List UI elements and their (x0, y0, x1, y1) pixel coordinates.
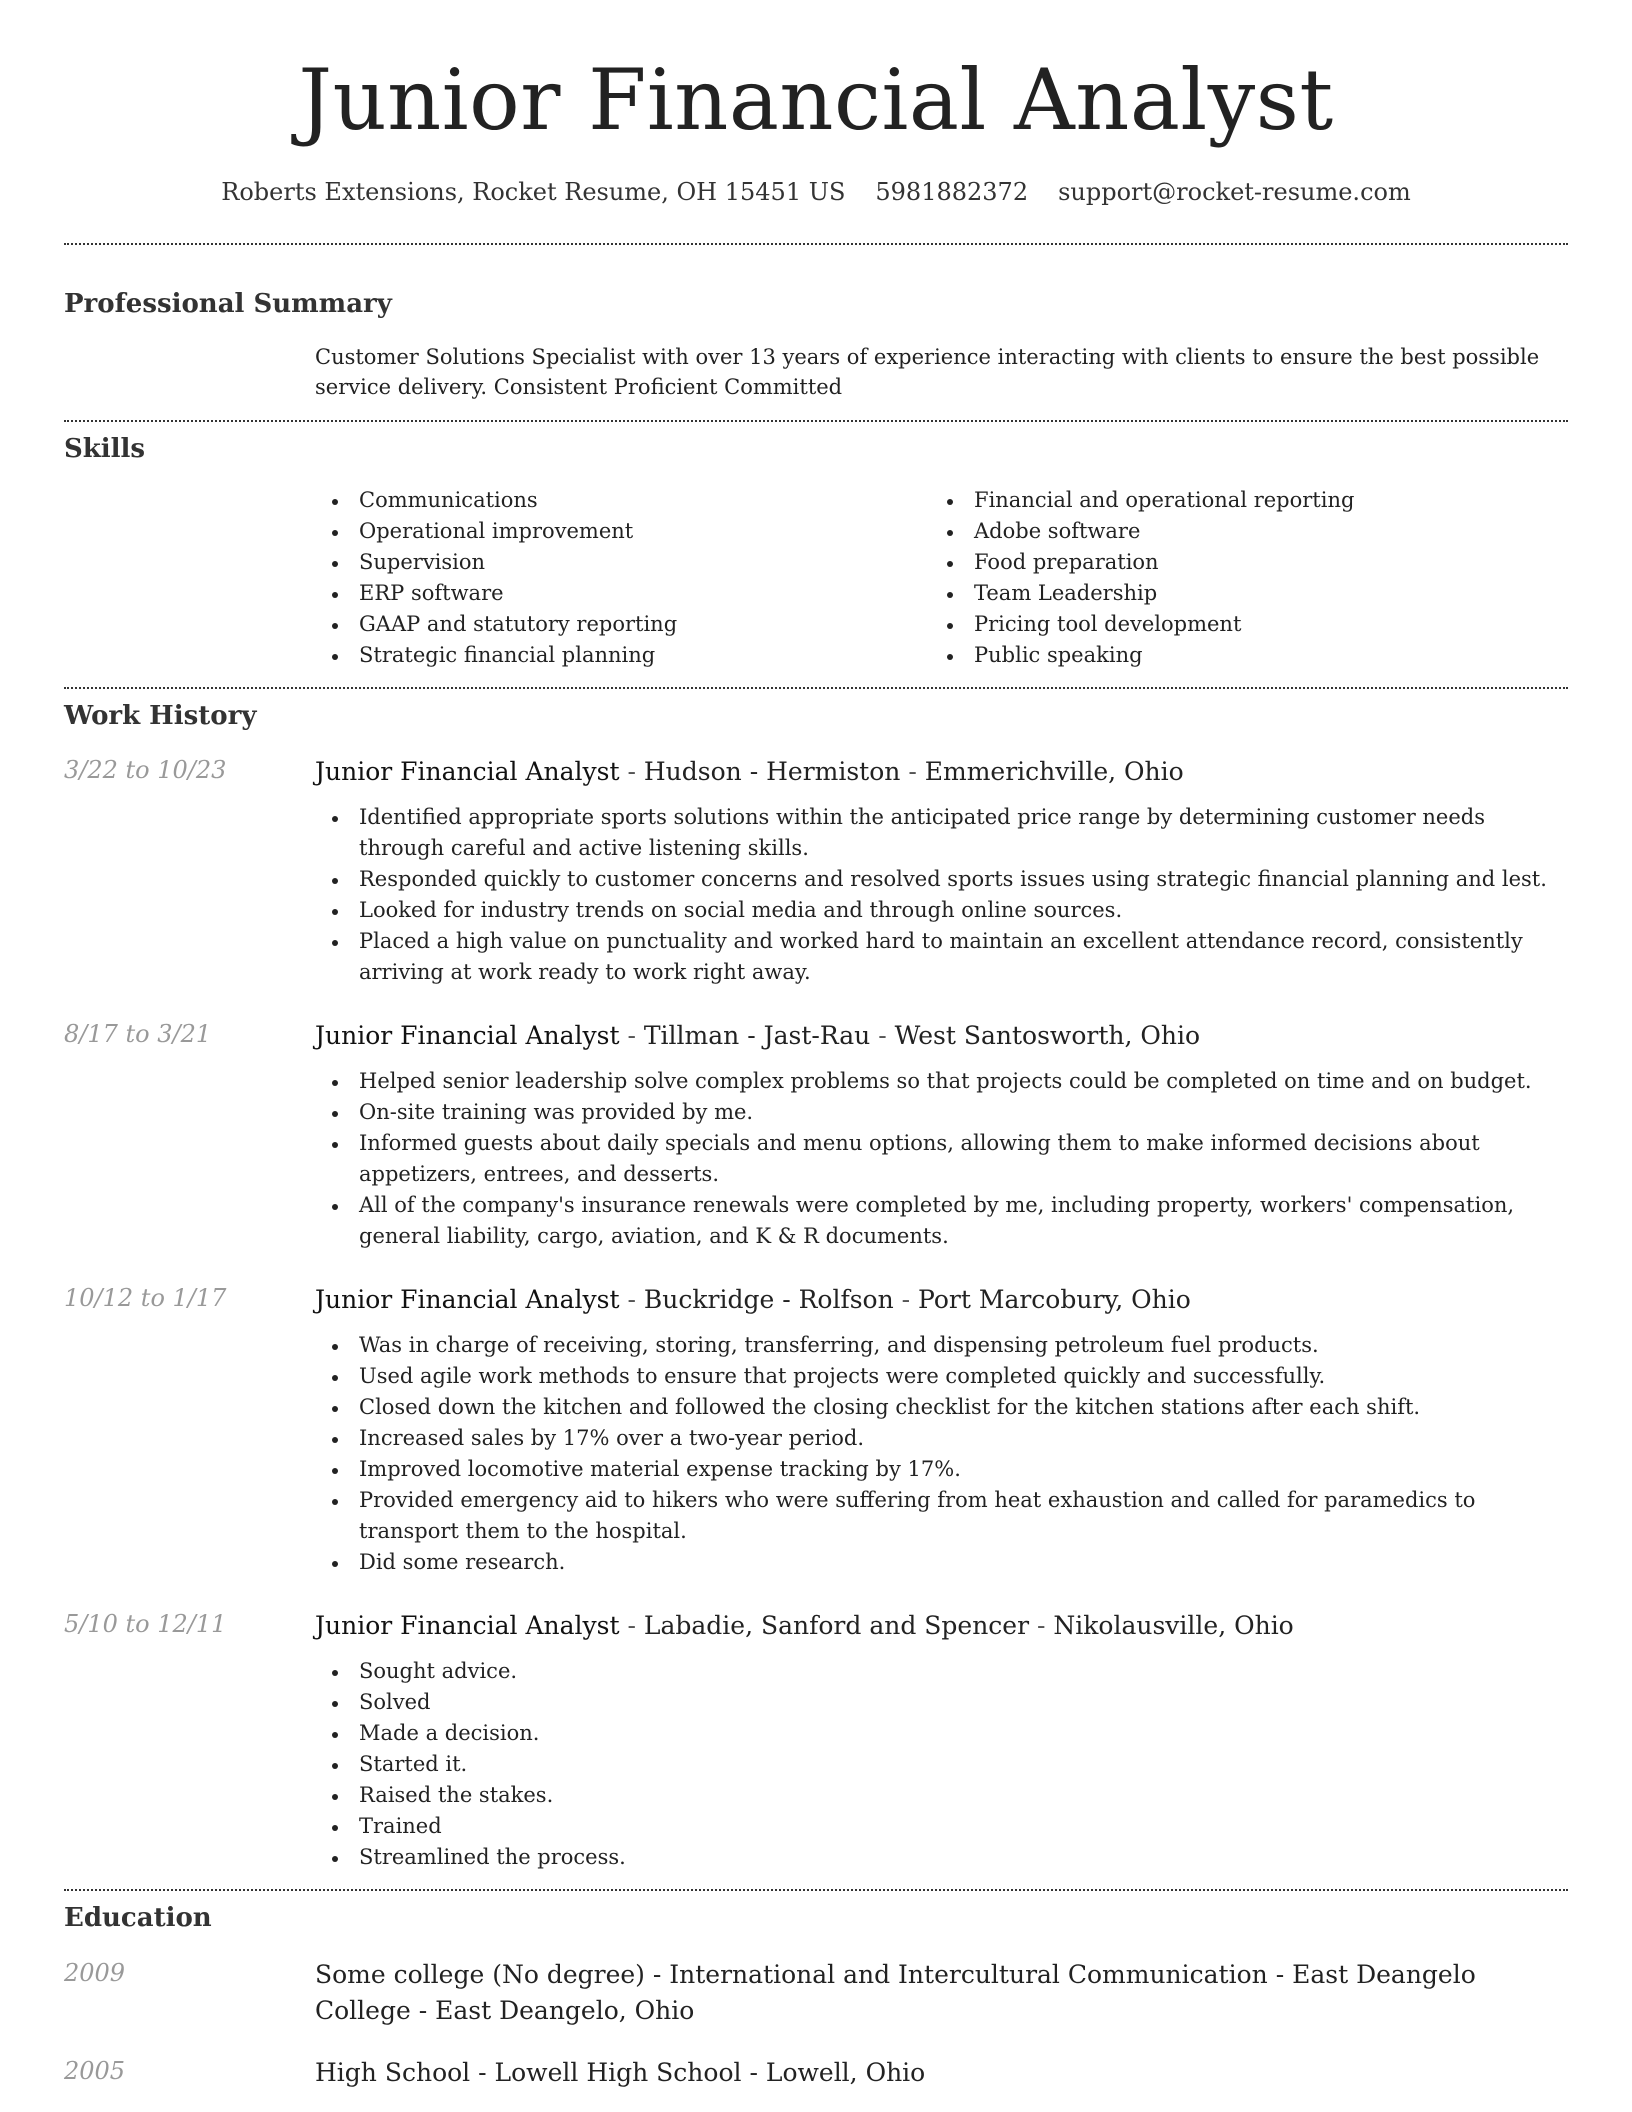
job-bullet: Made a decision. (315, 1718, 1568, 1749)
divider (64, 243, 1568, 245)
job-dates: 3/22 to 10/23 (64, 756, 227, 785)
education-section (64, 1903, 1568, 2090)
divider (64, 687, 1568, 689)
candidate-name: Junior Financial Analyst (298, 51, 1334, 149)
job-company: Tillman - Jast-Rau (643, 1021, 871, 1051)
job-bullets (315, 1330, 1568, 1578)
contact-phone: 5981882372 (875, 178, 1029, 206)
skill-item: Pricing tool development (930, 609, 1545, 640)
education-detail (315, 1957, 1568, 2029)
divider (64, 1889, 1568, 1891)
job-bullets (315, 1066, 1568, 1252)
education-location: East Deangelo, Ohio (435, 1995, 695, 2025)
job-bullet: Sought advice. (315, 1656, 1568, 1687)
skill-item: Supervision (315, 547, 930, 578)
education-year: 2009 (64, 1958, 126, 1987)
resume-page (64, 0, 1568, 2091)
job-bullet: Streamlined the process. (315, 1842, 1568, 1873)
skill-item: Financial and operational reporting (930, 485, 1545, 516)
job-detail (315, 1608, 1568, 1873)
skills-section (64, 434, 1568, 671)
job-dates: 8/17 to 3/21 (64, 1020, 212, 1049)
section-title-education: Education (64, 1903, 212, 1934)
contact-address: Roberts Extensions, Rocket Resume, OH 15451 US (221, 178, 846, 206)
job-bullet: Did some research. (315, 1547, 1568, 1578)
job-heading: Junior Financial Analyst - Hudson - Hermiston - Emmerichville, Ohio (315, 757, 1184, 787)
job-location: Port Marcobury, Ohio (918, 1285, 1191, 1315)
education-degree: High School (315, 2057, 471, 2087)
education-school: East Deangelo College (315, 1959, 1476, 2025)
job-bullet: Helped senior leadership solve complex problems so that projects could be completed on time and on budget. (315, 1066, 1568, 1097)
skill-item: Public speaking (930, 640, 1545, 671)
section-title-skills: Skills (64, 433, 146, 464)
section-title-summary: Professional Summary (64, 288, 392, 319)
job-bullet: Looked for industry trends on social media and through online sources. (315, 895, 1568, 926)
job-company: Buckridge - Rolfson (643, 1285, 894, 1315)
skill-item: Food preparation (930, 547, 1545, 578)
education-field: International and Intercultural Communication (669, 1959, 1268, 1989)
job-bullet: Informed guests about daily specials and menu options, allowing them to make informed decisions about appetizers, entrees, and desserts. (315, 1128, 1568, 1190)
skill-item: GAAP and statutory reporting (315, 609, 930, 640)
job-location: Nikolausville, Ohio (1053, 1611, 1294, 1641)
job-bullet: Placed a high value on punctuality and worked hard to maintain an excellent attendance record, consistently arriving at work ready to work right away. (315, 926, 1568, 988)
job-bullet: Started it. (315, 1749, 1568, 1780)
contact-line (64, 178, 1568, 207)
education-degree: Some college (No degree) (315, 1959, 645, 1989)
job-bullet: All of the company's insurance renewals were completed by me, including property, workers' compensation, general liability, cargo, aviation, and K & R documents. (315, 1190, 1568, 1252)
job-role: Junior Financial Analyst (315, 1285, 620, 1315)
education-entry (64, 1957, 1568, 2029)
job-heading: Junior Financial Analyst - Buckridge - Rolfson - Port Marcobury, Ohio (315, 1285, 1191, 1315)
job-bullet: Used agile work methods to ensure that projects were completed quickly and successfully. (315, 1361, 1568, 1392)
job-location: Emmerichville, Ohio (924, 757, 1184, 787)
job-bullet: On-site training was provided by me. (315, 1097, 1568, 1128)
job-bullets (315, 802, 1568, 988)
job-bullet: Closed down the kitchen and followed the closing checklist for the kitchen stations after each shift. (315, 1392, 1568, 1423)
skill-item: ERP software (315, 578, 930, 609)
job-bullet: Responded quickly to customer concerns and resolved sports issues using strategic financial planning and lest. (315, 864, 1568, 895)
job-location: West Santosworth, Ohio (894, 1021, 1201, 1051)
education-detail (315, 2055, 1568, 2091)
job-dates: 5/10 to 12/11 (64, 1610, 227, 1639)
education-year: 2005 (64, 2056, 126, 2085)
job-bullets (315, 1656, 1568, 1873)
job-entry (64, 754, 1568, 988)
job-entry (64, 1018, 1568, 1252)
skill-item: Team Leadership (930, 578, 1545, 609)
contact-email: support@rocket-resume.com (1058, 178, 1411, 206)
summary-section (64, 289, 1568, 402)
skill-item: Operational improvement (315, 516, 930, 547)
job-company: Hudson - Hermiston (643, 757, 901, 787)
job-bullet: Raised the stakes. (315, 1780, 1568, 1811)
job-role: Junior Financial Analyst (315, 1611, 620, 1641)
job-bullet: Increased sales by 17% over a two-year period. (315, 1423, 1568, 1454)
education-location: Lowell, Ohio (765, 2057, 926, 2087)
job-bullet: Provided emergency aid to hikers who were suffering from heat exhaustion and called for paramedics to transport them to the hospital. (315, 1485, 1568, 1547)
job-role: Junior Financial Analyst (315, 757, 620, 787)
job-bullet: Improved locomotive material expense tracking by 17%. (315, 1454, 1568, 1485)
skill-item: Communications (315, 485, 930, 516)
job-bullet: Trained (315, 1811, 1568, 1842)
job-heading: Junior Financial Analyst - Tillman - Jast-Rau - West Santosworth, Ohio (315, 1021, 1201, 1051)
skill-item: Strategic financial planning (315, 640, 930, 671)
job-company: Labadie, Sanford and Spencer (643, 1611, 1030, 1641)
education-heading: High School - Lowell High School - Lowell, Ohio (315, 2057, 926, 2087)
education-school: Lowell High School (494, 2057, 742, 2087)
job-heading: Junior Financial Analyst - Labadie, Sanford and Spencer - Nikolausville, Ohio (315, 1611, 1294, 1641)
job-detail (315, 1282, 1568, 1578)
summary-text: Customer Solutions Specialist with over 13 years of experience interacting with clients to ensure the best possible service delivery. Consistent Proficient Committed (315, 344, 1540, 399)
education-entry (64, 2055, 1568, 2091)
job-bullet: Was in charge of receiving, storing, transferring, and dispensing petroleum fuel products. (315, 1330, 1568, 1361)
job-entry (64, 1608, 1568, 1873)
skills-column-right (930, 485, 1545, 671)
divider (64, 420, 1568, 422)
section-title-work-history: Work History (64, 701, 257, 732)
job-detail (315, 754, 1568, 988)
job-role: Junior Financial Analyst (315, 1021, 620, 1051)
skills-list (315, 485, 1568, 671)
job-bullet: Identified appropriate sports solutions within the anticipated price range by determining customer needs through careful and active listening skills. (315, 802, 1568, 864)
education-heading: Some college (No degree) - International and Intercultural Communication - East Deangelo College - East Deangelo, Ohio (315, 1959, 1476, 2025)
skills-column-left (315, 485, 930, 671)
work-history-section (64, 701, 1568, 1873)
job-detail (315, 1018, 1568, 1252)
job-dates: 10/12 to 1/17 (64, 1284, 227, 1313)
skill-item: Adobe software (930, 516, 1545, 547)
job-entry (64, 1282, 1568, 1578)
job-bullet: Solved (315, 1687, 1568, 1718)
